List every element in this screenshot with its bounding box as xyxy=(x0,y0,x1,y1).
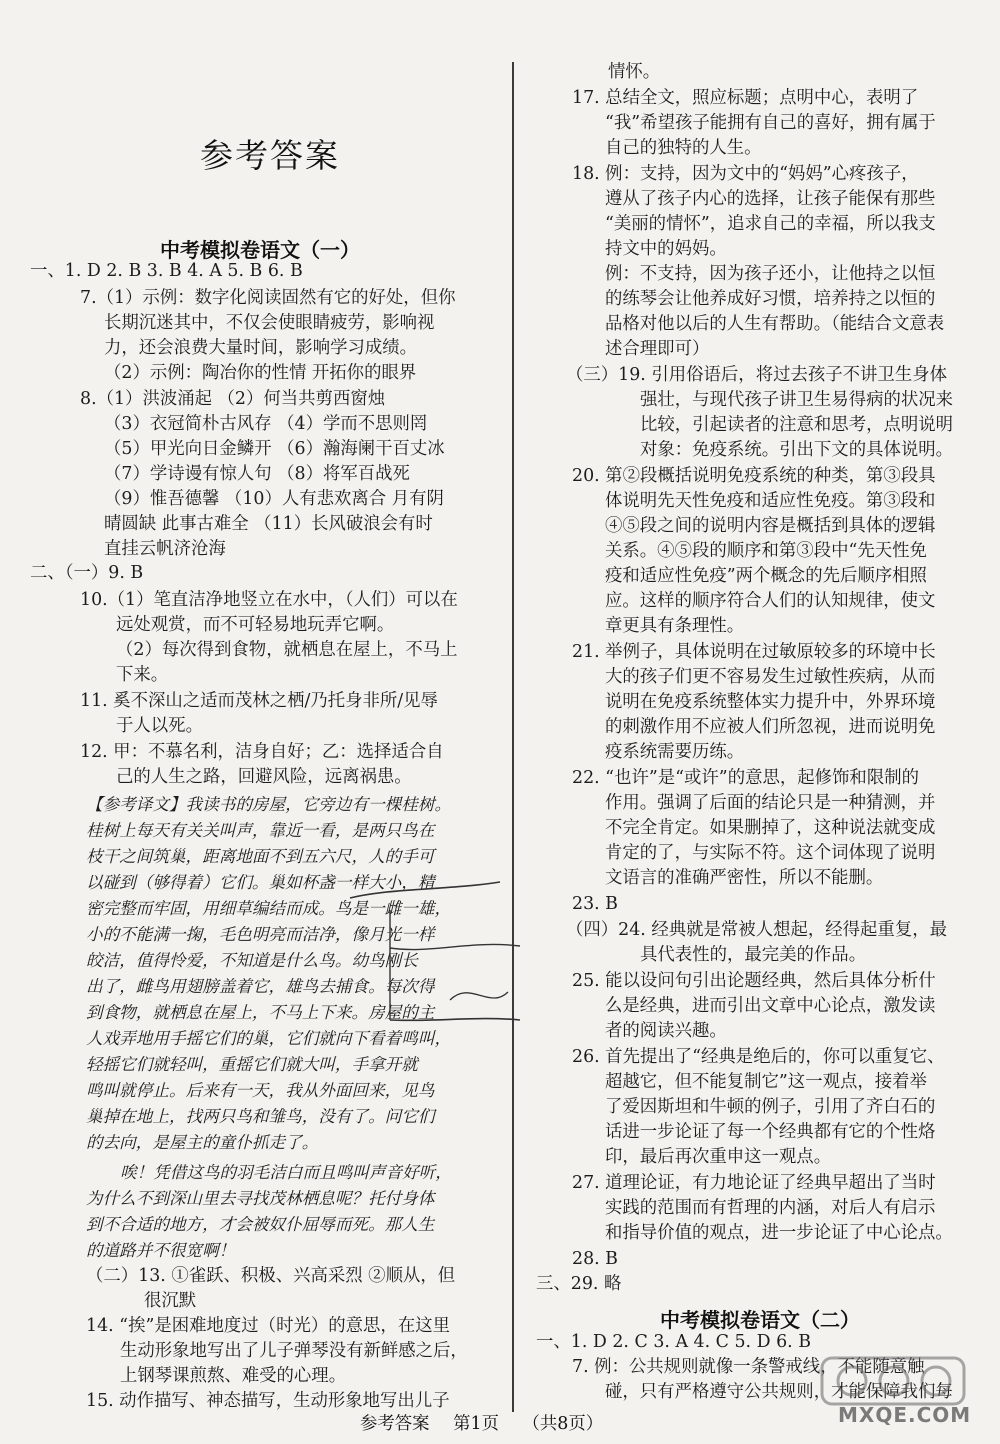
text-line: 三、29. 略 xyxy=(536,1274,622,1294)
text-line: 话进一步论证了每一个经典都有它的个性烙 xyxy=(605,1122,936,1142)
text-line: 14. “挨”是困难地度过（时光）的意思，在这里 xyxy=(86,1316,450,1336)
translation-line: 枝干之间筑巢，距离地面不到五六尺，人的手可 xyxy=(86,847,435,866)
text-line: 体说明先天性免疫和适应性免疫。第③段和 xyxy=(605,491,936,511)
text-line: 的练琴会让他养成好习惯，培养持之以恒的 xyxy=(605,289,936,309)
text-line: 不完全肯定。如果删掉了，这种说法就变成 xyxy=(605,818,936,838)
text-line: “美丽的情怀”，追求自己的幸福，所以我支 xyxy=(605,214,936,234)
translation-line: 人戏弄地用手摇它们的巢，它们就向下看着鸣叫， xyxy=(86,1029,452,1048)
text-line: （二）13. ①雀跃、积极、兴高采烈 ②顺从，但 xyxy=(86,1266,456,1286)
text-line: 比较，引起读者的注意和思考，点明说明 xyxy=(640,415,954,435)
translation-line: 轻摇它们就轻叫，重摇它们就大叫，手拿开就 xyxy=(86,1055,418,1074)
text-line: 者的阅读兴趣。 xyxy=(605,1021,727,1041)
text-line: （2）示例：陶冶你的性情 开拓你的眼界 xyxy=(104,363,417,383)
text-line: （9）惟吾德馨 （10）人有悲欢离合 月有阴 xyxy=(104,489,444,509)
text-line: 18. 例：支持，因为文中的“妈妈”心疼孩子， xyxy=(572,164,919,184)
text-line: （7）学诗谩有惊人句 （8）将军百战死 xyxy=(104,464,410,484)
text-line: 一、1. D 2. B 3. B 4. A 5. B 6. B xyxy=(30,261,303,281)
footer-page-total: （共8页） xyxy=(522,1414,604,1434)
text-line: 应。这样的顺序符合人们的认知规律，使文 xyxy=(605,591,936,611)
text-line: 一、1. D 2. C 3. A 4. C 5. D 6. B xyxy=(536,1332,811,1352)
text-line: （5）甲光向日金鳞开 （6）瀚海阑干百丈冰 xyxy=(104,439,445,459)
text-line: 22. “也许”是“或许”的意思，起修饰和限制的 xyxy=(572,768,919,788)
text-line: 23. B xyxy=(572,894,618,914)
text-line: 晴圆缺 此事古难全 （11）长风破浪会有时 xyxy=(104,514,433,534)
text-line: 超越它，但不能复制它”这一观点，接着举 xyxy=(605,1072,927,1092)
translation-line: 鸣叫就停止。后来有一天，我从外面回来，见鸟 xyxy=(86,1081,435,1100)
text-line: 很沉默 xyxy=(144,1291,197,1311)
text-line: 遵从了孩子内心的选择，让孩子能保有那些 xyxy=(605,189,936,209)
translation-line: 以碰到（够得着）它们。巢如杯盏一样大小，精 xyxy=(86,873,435,892)
text-line: 述合理即可） xyxy=(605,339,710,359)
text-line: 章更具有条理性。 xyxy=(605,616,745,636)
watermark-text: MXQE.COM xyxy=(838,1403,972,1427)
text-line: 疫和适应性免疫”两个概念的先后顺序相照 xyxy=(605,566,927,586)
text-line: 印，最后再次重申这一观点。 xyxy=(605,1147,832,1167)
text-line: 力，还会浪费大量时间，影响学习成绩。 xyxy=(104,338,418,358)
footer-label: 参考答案 xyxy=(360,1414,430,1434)
handwritten-marks xyxy=(330,870,530,1050)
text-line: （3）衣冠简朴古风存 （4）学而不思则罔 xyxy=(104,414,428,434)
text-line: 具代表性的，最完美的作品。 xyxy=(640,945,867,965)
page-title: 参考答案 xyxy=(200,136,340,175)
text-line: 持文中的妈妈。 xyxy=(605,239,727,259)
text-line: （三）19. 引用俗语后，将过去孩子不讲卫生身体 xyxy=(566,365,947,385)
text-line: 关系。④⑤段的顺序和第③段中“先天性免 xyxy=(605,541,927,561)
text-line: 于人以死。 xyxy=(116,716,203,736)
text-line: 7.（1）示例：数字化阅读固然有它的好处，但你 xyxy=(80,288,456,308)
text-line: 和指导价值的观点，进一步论证了中心论点。 xyxy=(605,1223,953,1243)
text-line: 对象：免疫系统。引出下文的具体说明。 xyxy=(640,440,954,460)
text-line: 的刺激作用不应被人们所忽视，进而说明免 xyxy=(605,717,936,737)
text-line: （2）每次得到食物，就栖息在屋上，不马上 xyxy=(116,640,458,660)
text-line: 二、（一）9. B xyxy=(30,563,144,583)
translation-line: 为什么不到深山里去寻找茂林栖息呢？托付身体 xyxy=(86,1189,435,1208)
text-line: 直挂云帆济沧海 xyxy=(104,539,226,559)
text-line: 文语言的准确严密性，所以不能删。 xyxy=(605,868,884,888)
text-line: 作用。强调了后面的结论只是一种猜测，并 xyxy=(605,793,936,813)
text-line: 11. 奚不深山之适而茂林之栖/乃托身非所/见辱 xyxy=(80,691,438,711)
text-line: 己的人生之路，回避风险，远离祸患。 xyxy=(116,767,412,787)
text-line: 品格对他以后的人生有帮助。（能结合文意表 xyxy=(605,314,945,334)
column-divider xyxy=(512,62,514,1412)
text-line: 7. 例：公共规则就像一条警戒线，不能随意触 xyxy=(572,1357,925,1377)
text-line: 8.（1）洪波涌起 （2）何当共剪西窗烛 xyxy=(80,389,386,409)
translation-line: 小的不能满一掬，毛色明亮而洁净，像月光一样 xyxy=(86,925,435,944)
text-line: 生动形象地写出了儿子弹琴没有新鲜感之后， xyxy=(120,1341,468,1361)
translation-line: 出了，雌鸟用翅膀盖着它，雄鸟去捕食。每次得 xyxy=(86,977,435,996)
text-line: 10.（1）笔直洁净地竖立在水中，（人们）可以在 xyxy=(80,590,458,610)
translation-line: 密完整而牢固，用细草编结而成。鸟是一雌一雄， xyxy=(86,899,452,918)
text-line: “我”希望孩子能拥有自己的喜好，拥有属于 xyxy=(605,113,936,133)
text-line: 实践的范围而有哲理的内涵，对后人有启示 xyxy=(605,1198,936,1218)
text-line: 12. 甲：不慕名利，洁身自好；乙：选择适合自 xyxy=(80,742,444,762)
text-line: 长期沉迷其中，不仅会使眼睛疲劳，影响视 xyxy=(104,313,435,333)
text-line: 强壮，与现代孩子讲卫生易得病的状况来 xyxy=(640,390,954,410)
translation-line: 桂树上每天有关关叫声，靠近一看，是两只鸟在 xyxy=(86,821,435,840)
text-line: 了爱因斯坦和牛顿的例子，引用了齐白石的 xyxy=(605,1097,936,1117)
text-line: 说明在免疫系统整体实力提升中，外界环境 xyxy=(605,692,936,712)
section-title-1: 中考模拟卷语文（一） xyxy=(160,238,360,262)
text-line: 15. 动作描写、神态描写，生动形象地写出儿子 xyxy=(86,1391,450,1411)
text-line: 碰，只有严格遵守公共规则，才能保障我们每 xyxy=(605,1382,953,1402)
text-line: 么是经典，进而引出文章中心论点，激发读 xyxy=(605,996,936,1016)
text-line: 大的孩子们更不容易发生过敏性疾病，从而 xyxy=(605,667,936,687)
text-line: 26. 首先提出了“经典是绝后的，你可以重复它、 xyxy=(572,1047,945,1067)
text-line: ④⑤段之间的说明内容是概括到具体的逻辑 xyxy=(605,516,936,536)
footer-page-number: 第1页 xyxy=(453,1414,499,1434)
text-line: （四）24. 经典就是常被人想起，经得起重复，最 xyxy=(566,920,947,940)
text-line: 下来。 xyxy=(116,665,169,685)
text-line: 27. 道理论证，有力地论证了经典早超出了当时 xyxy=(572,1173,936,1193)
text-line: 20. 第②段概括说明免疫系统的种类，第③段具 xyxy=(572,466,936,486)
translation-line: 皎洁，值得怜爱，不知道是什么鸟。幼鸟刚长 xyxy=(86,951,418,970)
translation-line: 唉！凭借这鸟的羽毛洁白而且鸣叫声音好听， xyxy=(120,1163,452,1182)
text-line: 情怀。 xyxy=(608,62,661,82)
translation-line: 【参考译文】我读书的房屋，它旁边有一棵桂树。 xyxy=(86,795,452,814)
text-line: 自己的独特的人生。 xyxy=(605,138,762,158)
translation-line: 巢掉在地上，找两只鸟和雏鸟，没有了。问它们 xyxy=(86,1107,435,1126)
text-line: 25. 能以设问句引出论题经典，然后具体分析什 xyxy=(572,971,936,991)
text-line: 28. B xyxy=(572,1249,618,1269)
translation-line: 到食物，就栖息在屋上，不马上下来。房屋的主 xyxy=(86,1003,435,1022)
section-title-2: 中考模拟卷语文（二） xyxy=(660,1308,860,1332)
text-line: 例：不支持，因为孩子还小，让他持之以恒 xyxy=(605,264,936,284)
translation-line: 到不合适的地方，才会被奴仆屈辱而死。那人生 xyxy=(86,1215,435,1234)
page-footer xyxy=(360,1409,621,1434)
text-line: 17. 总结全文，照应标题；点明中心，表明了 xyxy=(572,88,919,108)
text-line: 上钢琴课煎熬、难受的心理。 xyxy=(120,1366,347,1386)
translation-line: 的道路并不很宽啊！ xyxy=(86,1241,236,1260)
text-line: 远处观赏，而不可轻易地玩弄它啊。 xyxy=(116,615,395,635)
text-line: 疫系统需要历练。 xyxy=(605,742,745,762)
text-line: 肯定的了，与实际不符。这个词体现了说明 xyxy=(605,843,936,863)
text-line: 21. 举例子，具体说明在过敏原较多的环境中长 xyxy=(572,642,936,662)
translation-line: 的去向，是屋主的童仆抓走了。 xyxy=(86,1133,319,1152)
